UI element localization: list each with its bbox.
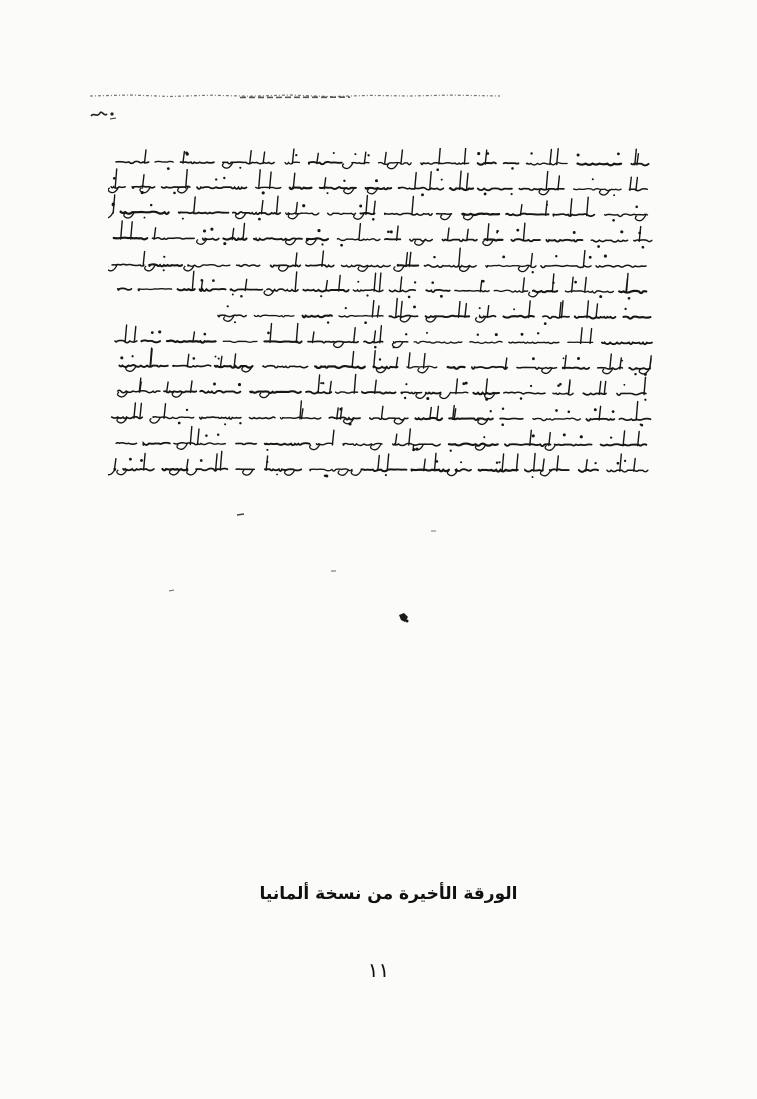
- manuscript-line: [119, 348, 651, 376]
- ink-speck: [430, 528, 438, 534]
- ink-speck: [330, 568, 338, 574]
- scan-edge-rule: [90, 93, 500, 99]
- manuscript-line: [116, 148, 649, 171]
- manuscript-line: [118, 375, 647, 401]
- manuscript-line: [115, 324, 652, 349]
- page-number: ١١: [367, 958, 390, 982]
- ink-speck: [396, 610, 412, 626]
- manuscript-line: [112, 401, 651, 426]
- manuscript-line: [116, 427, 646, 452]
- manuscript-line: [108, 195, 647, 222]
- ink-speck: [236, 512, 246, 518]
- manuscript-line: [114, 221, 652, 249]
- manuscript-line: [108, 169, 647, 196]
- manuscript-line: [118, 271, 647, 299]
- manuscript-line: [218, 298, 650, 325]
- ink-speck: [168, 588, 176, 594]
- handwritten-manuscript-text: [108, 148, 654, 480]
- manuscript-line: [108, 451, 648, 478]
- page-caption: [0, 884, 757, 904]
- manuscript-line: [108, 248, 646, 273]
- caption-text: الورقة الأخيرة من نسخة ألمانيا: [259, 884, 518, 904]
- corner-ink-mark: [88, 104, 118, 124]
